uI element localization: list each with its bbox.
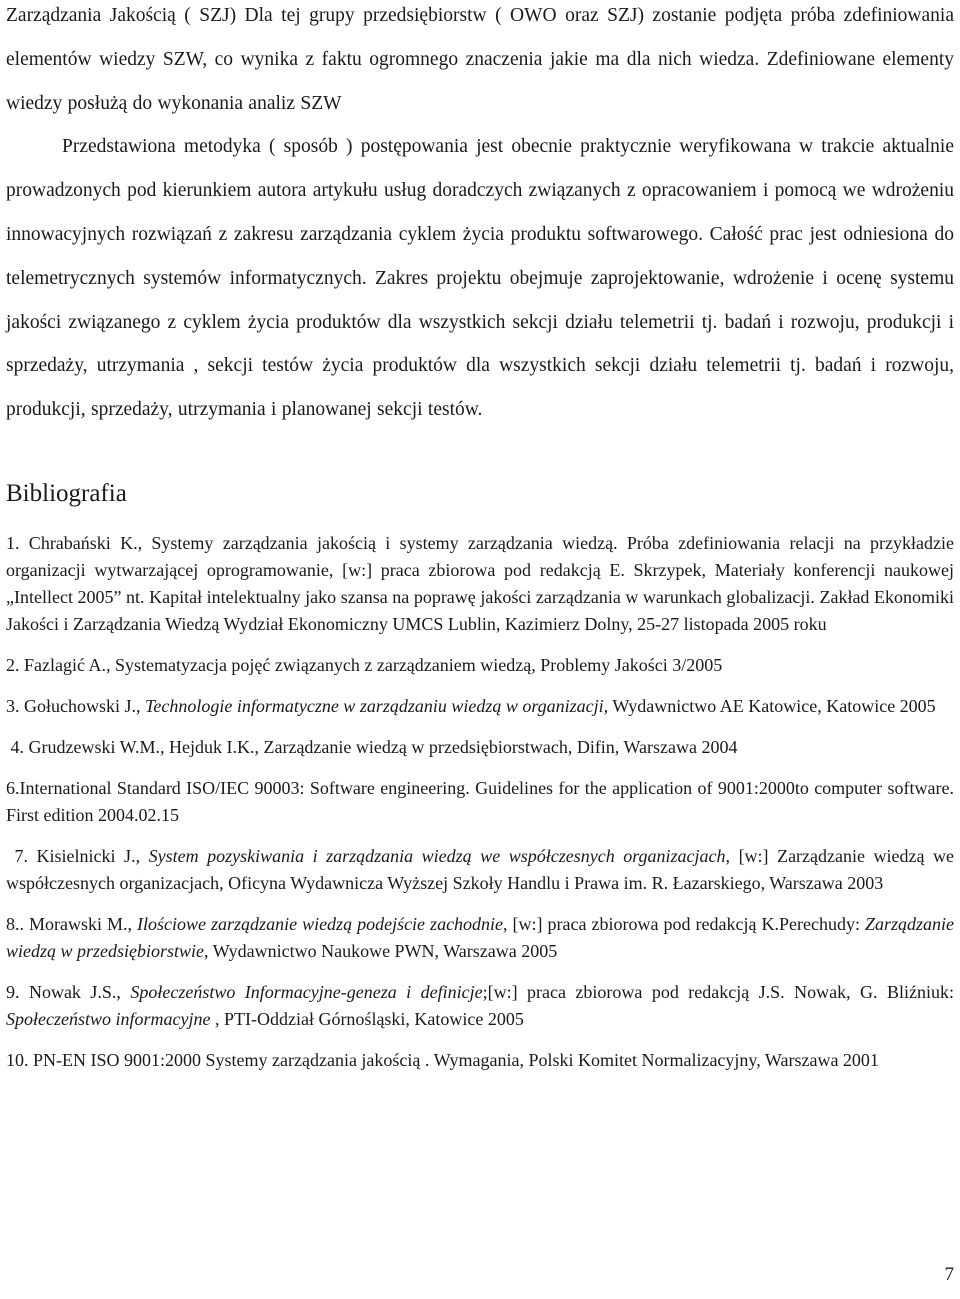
bibliography-list <box>6 530 954 1074</box>
entry-4-text: 4. Grudzewski W.M., Hejduk I.K., Zarządzanie wiedzą w przedsiębiorstwach, Difin, Warszawa 2004 <box>10 736 738 757</box>
bibliography-entry-2: 2. Fazlagić A., Systematyzacja pojęć związanych z zarządzaniem wiedzą, Problemy Jakości 3/2005 <box>6 654 723 675</box>
entry-9-author: 9. Nowak J.S., <box>6 981 131 1002</box>
entry-3-author: 3. Gołuchowski J., <box>6 695 145 716</box>
document-page <box>6 0 954 1088</box>
bibliography-entry-7 <box>6 843 954 897</box>
entry-8-book-title: Zarządzanie wiedzą w przedsiębiorstwie <box>6 913 954 961</box>
entry-8-publisher: , Wydawnictwo Naukowe PWN, Warszawa 2005 <box>204 940 558 961</box>
entry-7-publisher: , [w:] Zarządzanie wiedzą we współczesnych organizacjach, Oficyna Wydawnicza Wyższej Szkoły Handlu i Prawa im. R. Łazarskiego, Warszawa 2003 <box>6 845 955 893</box>
bibliography-entry-10: 10. PN-EN ISO 9001:2000 Systemy zarządzania jakością . Wymagania, Polski Komitet Normalizacyjny, Warszawa 2001 <box>6 1049 879 1070</box>
entry-9-book-title: Społeczeństwo informacyjne <box>6 1008 211 1029</box>
entry-7-author: 7. Kisielnicki J., <box>14 845 149 866</box>
entry-3-title: Technologie informatyczne w zarządzaniu wiedzą w organizacji <box>145 695 604 716</box>
page-number: 7 <box>944 1264 954 1285</box>
entry-9-publisher: , PTI-Oddział Górnośląski, Katowice 2005 <box>210 1008 524 1029</box>
body-paragraph-2-text: Przedstawiona metodyka ( sposób ) postępowania jest obecnie praktycznie weryfikowana w trakcie aktualnie prowadzonych pod kierunkiem autora artykułu usług doradczych związanych z opracowaniem i pomocą we wdrożeniu innowacyjnych rozwiązań z zakresu zarządzania cyklem życia produktu softwarowego. Całość prac jest odniesiona do telemetrycznych systemów informatycznych. Zakres projektu obejmuje zaprojektowanie, wdrożenie i ocenę systemu jakości związanego z cyklem życia produktów dla wszystkich sekcji działu telemetrii tj. badań i rozwoju, produkcji i sprzedaży, utrzymania , sekcji testów życia produktów dla wszystkich sekcji działu telemetrii tj. badań i rozwoju, produkcji, sprzedaży, utrzymania i planowanej sekcji testów. <box>6 136 954 421</box>
bibliography-entry-9 <box>6 979 954 1033</box>
body-paragraph-2 <box>6 125 954 432</box>
bibliography-entry-1: 1. Chrabański K., Systemy zarządzania jakością i systemy zarządzania wiedzą. Próba zdefiniowania relacji na przykładzie organizacji wytwarzającej oprogramowanie, [w:] praca zbiorowa pod redakcją E. Skrzypek, Materiały konferencji naukowej „Intellect 2005” nt. Kapitał intelektualny jako szansa na poprawę jakości zarządzania w warunkach globalizacji. Zakład Ekonomiki Jakości i Zarządzania Wiedzą Wydział Ekonomiczny UMCS Lublin, Kazimierz Dolny, 25-27 listopada 2005 roku <box>6 532 954 634</box>
entry-8-title: Ilościowe zarządzanie wiedzą podejście zachodnie <box>137 913 504 934</box>
bibliography-entry-4 <box>6 734 954 761</box>
bibliography-entry-6: 6.International Standard ISO/IEC 90003: Software engineering. Guidelines for the application of 9001:2000to computer software. First edition 2004.02.15 <box>6 777 954 825</box>
entry-8-editor: , [w:] praca zbiorowa pod redakcją K.Perechudy: <box>503 913 865 934</box>
bibliography-entry-8 <box>6 911 954 965</box>
body-paragraph-1: Zarządzania Jakością ( SZJ) Dla tej grupy przedsiębiorstw ( OWO oraz SZJ) zostanie podjęta próba zdefiniowania elementów wiedzy SZW, co wynika z faktu ogromnego znaczenia jakie ma dla nich wiedza. Zdefiniowane elementy wiedzy posłużą do wykonania analiz SZW <box>6 5 954 114</box>
entry-9-editor: ;[w:] praca zbiorowa pod redakcją J.S. Nowak, G. Bliźniuk: <box>482 981 954 1002</box>
bibliography-heading: Bibliografia <box>6 479 127 507</box>
bibliography-entry-3 <box>6 693 954 720</box>
entry-3-publisher: , Wydawnictwo AE Katowice, Katowice 2005 <box>603 695 936 716</box>
entry-7-title: System pozyskiwania i zarządzania wiedzą we współczesnych organizacjach <box>148 845 726 866</box>
entry-8-author: 8.. Morawski M., <box>6 913 138 934</box>
entry-9-title: Społeczeństwo Informacyjne-geneza i definicje <box>130 981 483 1002</box>
